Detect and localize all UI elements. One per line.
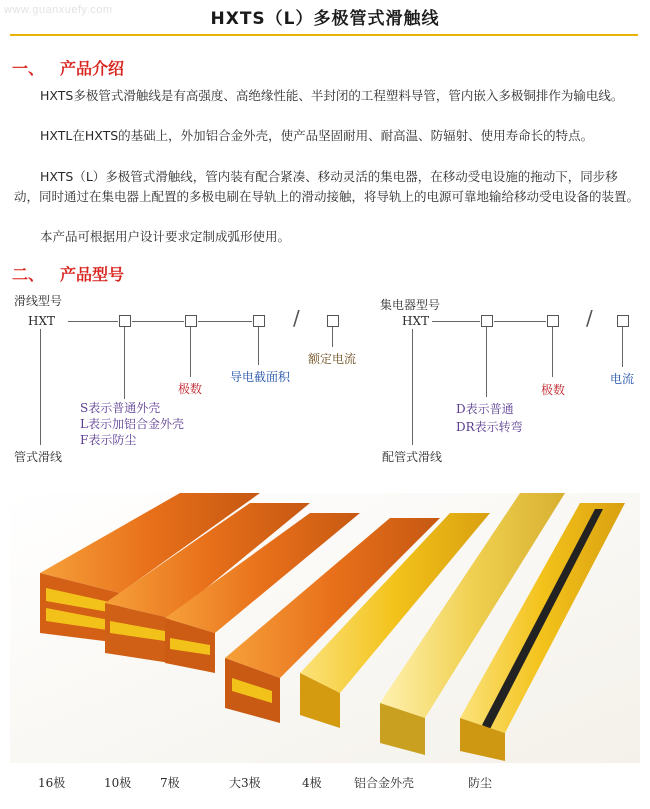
intro-paragraph-3: HXTS（L）多极管式滑触线，管内装有配合紧凑、移动灵活的集电器，在移动受电设施的拖动下，同步移动，同时通过在集电器上配置的多极电刷在导轨上的滑动接触，将导轨上的电源可靠地输给移动受电设备的装置。 [14, 169, 640, 204]
intro-paragraph-1: HXTS多极管式滑触线是有高强度、高绝缘性能、半封闭的工程塑料导管，管内嵌入多极铜排作为输电线。 [40, 88, 624, 103]
page-title: HXTS（L）多极管式滑触线 [210, 9, 440, 29]
section-intro-title: 产品介绍 [60, 59, 125, 78]
caption-16-pole: 16极 [38, 776, 66, 790]
slot-conductor-area [253, 315, 265, 327]
slash-divider: / [293, 306, 300, 330]
diagram-left-heading: 滑线型号 [14, 294, 63, 308]
watermark: www.guanxuefy.com [4, 4, 113, 16]
label-collector-options [456, 400, 523, 436]
intro-paragraph-2: HXTL在HXTS的基础上，外加铝合金外壳，使产品坚固耐用、耐高温、防辐射、使用寿命长的特点。 [40, 128, 594, 143]
caption-large-3-pole: 大3极 [229, 776, 261, 790]
label-matching-line: 配管式滑线 [382, 450, 443, 464]
diagram-left-prefix: HXT [28, 314, 56, 328]
label-current: 电流 [610, 372, 635, 386]
caption-7-pole: 7极 [160, 776, 180, 790]
diagram-right-prefix: HXT [402, 314, 430, 328]
section-intro-heading [12, 56, 124, 79]
label-shell-options [80, 400, 184, 448]
collector-option-dr: DR表示转弯 [456, 420, 523, 434]
label-conductor-area: 导电截面积 [230, 370, 291, 384]
slot-collector-current [617, 315, 629, 327]
label-collector-poles: 极数 [541, 383, 566, 397]
shell-option-s: S表示普通外壳 [80, 401, 161, 415]
label-poles: 极数 [178, 382, 203, 396]
label-rated-current: 额定电流 [308, 352, 357, 366]
shell-option-l: L表示加铝合金外壳 [80, 417, 184, 431]
caption-4-pole: 4极 [302, 776, 322, 790]
shell-option-f: F表示防尘 [80, 433, 137, 447]
caption-10-pole: 10极 [104, 776, 132, 790]
slot-shell-type [119, 315, 131, 327]
section-model-heading [12, 262, 124, 285]
section-model-title: 产品型号 [60, 265, 125, 284]
intro-paragraph-4: 本产品可根据用户设计要求定制成弧形使用。 [40, 229, 291, 244]
slot-rated-current [327, 315, 339, 327]
title-divider [10, 34, 638, 36]
section-intro-number: 一、 [12, 59, 45, 78]
caption-aluminum-shell: 铝合金外壳 [354, 776, 415, 790]
slot-poles [185, 315, 197, 327]
slot-collector-poles [547, 315, 559, 327]
product-photo [10, 493, 640, 763]
slash-divider-right: / [586, 306, 593, 330]
slot-collector-type [481, 315, 493, 327]
section-model-number: 二、 [12, 265, 45, 284]
diagram-right-heading: 集电器型号 [380, 298, 441, 312]
collector-option-d: D表示普通 [456, 402, 514, 416]
caption-dustproof: 防尘 [468, 776, 493, 790]
label-tube-line: 管式滑线 [14, 450, 63, 464]
